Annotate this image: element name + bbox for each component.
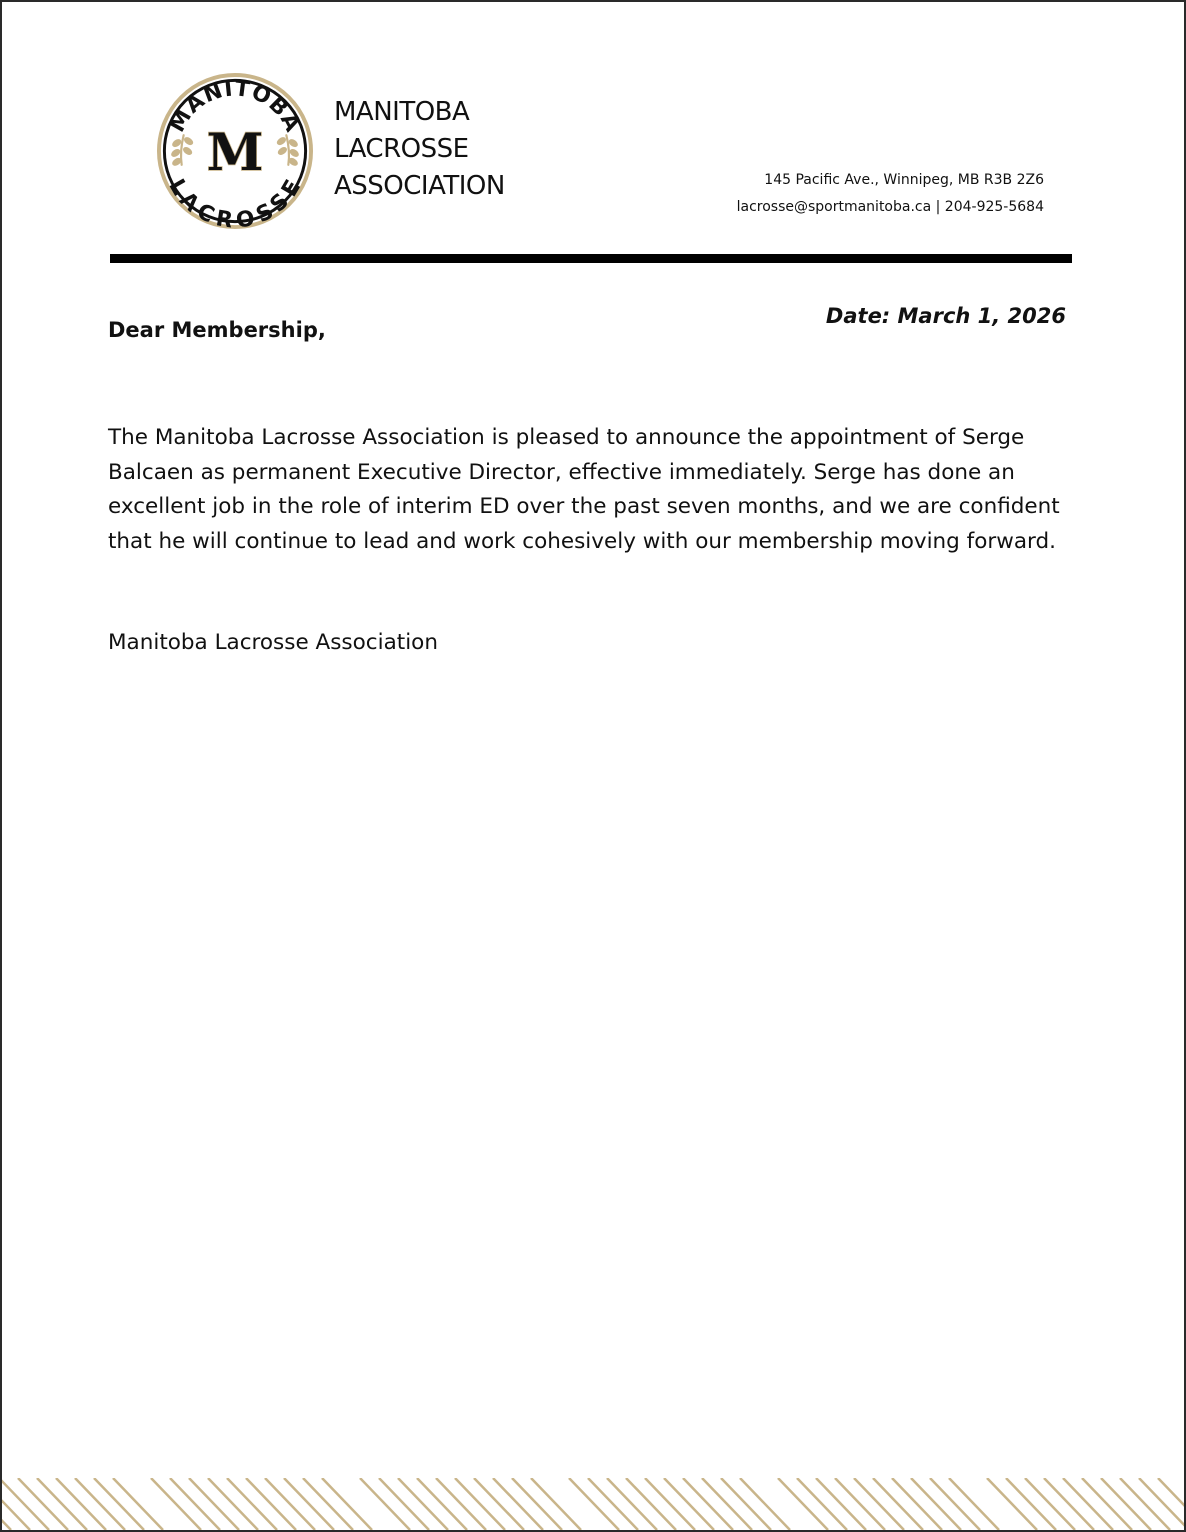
logo-center-letter: M xyxy=(206,122,264,183)
manitoba-lacrosse-logo xyxy=(156,72,314,230)
org-name-line-2: LACROSSE xyxy=(334,134,469,164)
header-divider xyxy=(110,254,1072,263)
org-name-line-3: ASSOCIATION xyxy=(334,171,505,201)
email-phone-line: lacrosse@sportmanitoba.ca | 204-925-5684 xyxy=(736,199,1044,215)
logo-top-text: MANITOBA xyxy=(164,76,306,137)
decorative-stripe-footer xyxy=(2,1478,1184,1530)
logo-bottom-text: LACROSSE xyxy=(163,175,307,230)
org-name-line-1: MANITOBA xyxy=(334,97,470,127)
contact-block xyxy=(737,167,1044,221)
salutation: Dear Membership, xyxy=(108,318,326,342)
letter-date: Date: March 1, 2026 xyxy=(825,304,1066,328)
org-name xyxy=(334,94,505,205)
address-line: 145 Pacific Ave., Winnipeg, MB R3B 2Z6 xyxy=(764,172,1044,188)
letter-body: The Manitoba Lacrosse Association is pleased to announce the appointment of Serge Balcaen as permanent Executive Director, effective immediately. Serge has done an excellent job in the role of interim ED over the past seven months, and we are confident that he will continue to lead and work cohesively with our membership moving forward. xyxy=(108,425,1060,555)
letter-signoff: Manitoba Lacrosse Association xyxy=(108,630,438,655)
